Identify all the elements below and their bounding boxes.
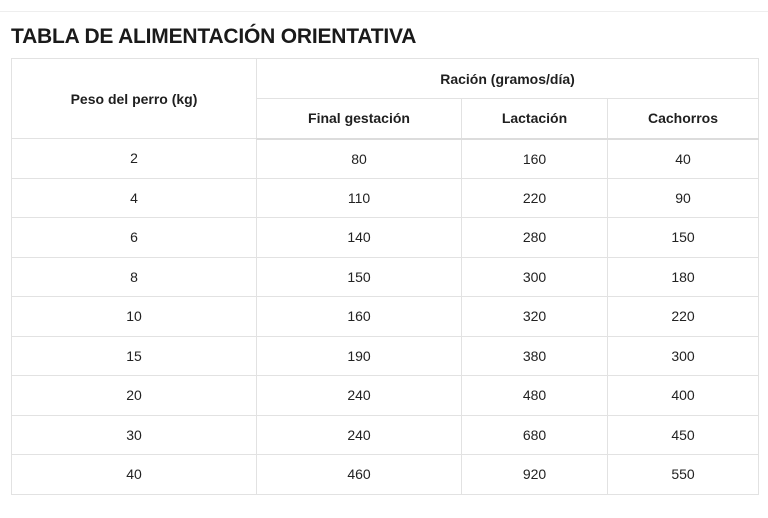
- cell-final-gestacion: 240: [257, 376, 462, 416]
- cell-cachorros: 150: [608, 218, 759, 258]
- cell-lactacion: 920: [462, 455, 608, 495]
- header-ration-group: Ración (gramos/día): [257, 59, 759, 99]
- cell-weight: 20: [12, 376, 257, 416]
- cell-cachorros: 450: [608, 415, 759, 455]
- header-final-gestacion: Final gestación: [257, 99, 462, 139]
- cell-final-gestacion: 240: [257, 415, 462, 455]
- cell-final-gestacion: 150: [257, 257, 462, 297]
- header-lactacion: Lactación: [462, 99, 608, 139]
- feeding-table: [11, 58, 759, 495]
- table-row: [12, 218, 759, 258]
- header-weight: Peso del perro (kg): [12, 59, 257, 139]
- cell-final-gestacion: 110: [257, 178, 462, 218]
- cell-weight: 2: [12, 139, 257, 179]
- table-row: [12, 297, 759, 337]
- top-divider: [0, 11, 768, 12]
- cell-lactacion: 480: [462, 376, 608, 416]
- cell-weight: 15: [12, 336, 257, 376]
- cell-final-gestacion: 460: [257, 455, 462, 495]
- cell-final-gestacion: 160: [257, 297, 462, 337]
- table-row: [12, 139, 759, 179]
- cell-cachorros: 220: [608, 297, 759, 337]
- cell-final-gestacion: 140: [257, 218, 462, 258]
- cell-lactacion: 680: [462, 415, 608, 455]
- cell-cachorros: 40: [608, 139, 759, 179]
- page-title: TABLA DE ALIMENTACIÓN ORIENTATIVA: [11, 25, 417, 48]
- cell-lactacion: 300: [462, 257, 608, 297]
- table-row: [12, 336, 759, 376]
- cell-lactacion: 160: [462, 139, 608, 179]
- cell-lactacion: 320: [462, 297, 608, 337]
- cell-final-gestacion: 190: [257, 336, 462, 376]
- header-row-group: [12, 59, 759, 99]
- header-cachorros: Cachorros: [608, 99, 759, 139]
- table-row: [12, 455, 759, 495]
- cell-weight: 6: [12, 218, 257, 258]
- cell-weight: 30: [12, 415, 257, 455]
- cell-cachorros: 300: [608, 336, 759, 376]
- cell-weight: 4: [12, 178, 257, 218]
- cell-cachorros: 180: [608, 257, 759, 297]
- cell-lactacion: 280: [462, 218, 608, 258]
- table-row: [12, 415, 759, 455]
- cell-weight: 8: [12, 257, 257, 297]
- table-row: [12, 376, 759, 416]
- cell-cachorros: 550: [608, 455, 759, 495]
- table-row: [12, 178, 759, 218]
- cell-lactacion: 220: [462, 178, 608, 218]
- cell-cachorros: 90: [608, 178, 759, 218]
- table-row: [12, 257, 759, 297]
- cell-weight: 10: [12, 297, 257, 337]
- cell-cachorros: 400: [608, 376, 759, 416]
- cell-final-gestacion: 80: [257, 139, 462, 179]
- cell-lactacion: 380: [462, 336, 608, 376]
- cell-weight: 40: [12, 455, 257, 495]
